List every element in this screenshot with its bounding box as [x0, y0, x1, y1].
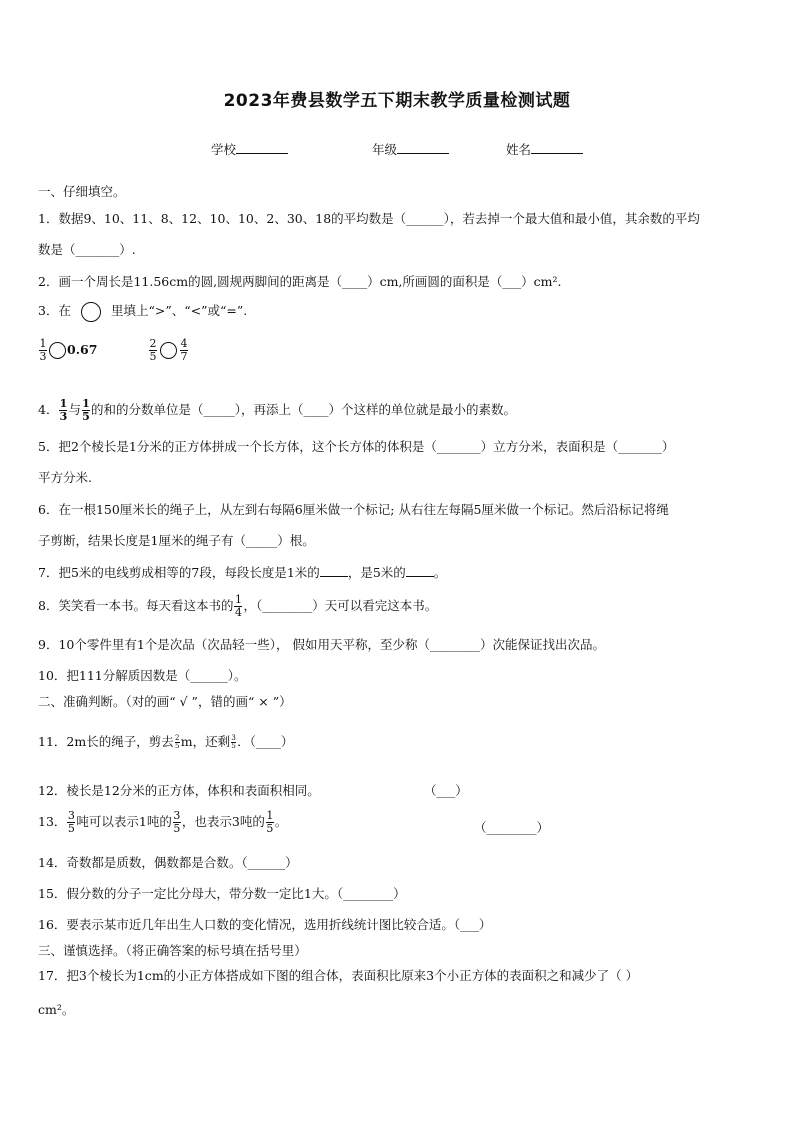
denominator: 7 — [180, 350, 188, 363]
question-13-text-a: 吨可以表示1吨的 — [76, 814, 172, 829]
fraction — [175, 735, 180, 750]
question-17-line-1: 17．把3个棱长为1cm的小正方体搭成如下图的组合体，表面积比原来3个小正方体的表面积之和减少了（ ） — [38, 968, 639, 983]
question-11 — [38, 732, 756, 750]
question-8-text-b: ，（________）天可以看完这本书。 — [243, 598, 438, 613]
fraction — [234, 594, 242, 619]
question-12 — [38, 781, 756, 799]
compare-circle-icon — [160, 342, 177, 359]
denominator: 4 — [234, 606, 242, 619]
numerator: 1 — [234, 593, 242, 606]
question-6-line-1: 6．在一根150厘米长的绳子上，从左到右每隔6厘米做一个标记; 从右往左每隔5厘米做一个标记。然后沿标记将绳 — [38, 502, 669, 517]
numerator: 1 — [59, 397, 68, 410]
question-7-text-c: 。 — [433, 565, 447, 580]
denominator: 5 — [231, 742, 236, 750]
question-6-line-2: 子剪断，结果长度是1厘米的绳子有（_____）根。 — [38, 533, 315, 548]
grade-blank — [397, 141, 449, 154]
question-8-text-a: 8．笑笑看一本书。每天看这本书的 — [38, 598, 234, 613]
question-1-line-1: 1．数据9、10、11、8、12、10、10、2、30、18的平均数是（______），若去掉一个最大值和最小值，其余数的平均 — [38, 211, 700, 226]
numerator: 4 — [180, 337, 188, 350]
denominator: 5 — [149, 350, 157, 363]
question-3-item-2 — [148, 338, 756, 363]
section-3-heading: 三、谨慎选择。（将正确答案的标号填在括号里） — [38, 943, 307, 958]
fraction — [173, 810, 181, 835]
numerator: 1 — [266, 809, 274, 822]
fraction — [149, 338, 157, 363]
answer-blank — [406, 565, 434, 577]
numerator: 3 — [173, 809, 181, 822]
denominator: 5 — [174, 742, 180, 750]
fraction — [266, 810, 274, 835]
question-11-text-c: ．（____） — [237, 734, 294, 749]
name-blank — [531, 141, 583, 154]
denominator: 5 — [173, 822, 181, 835]
question-3-text: 里填上“>”、“<”或“=”. — [110, 303, 248, 318]
section-1-heading: 一、仔细填空。 — [38, 184, 126, 199]
numerator: 3 — [231, 734, 236, 742]
question-5-line-1: 5．把2个棱长是1分米的正方体拼成一个长方体，这个长方体的体积是（_______）立方分米，表面积是（_______） — [38, 439, 675, 454]
question-12-text: 12．棱长是12分米的正方体，体积和表面积相同。 — [38, 783, 320, 798]
school-label: 学校 — [211, 142, 237, 157]
compare-circle-icon — [81, 302, 101, 322]
question-5-line-2: 平方分米. — [38, 470, 92, 485]
question-17-line-2: cm²。 — [38, 1002, 75, 1017]
denominator: 3 — [39, 350, 47, 363]
numerator: 3 — [67, 809, 75, 822]
numerator: 2 — [174, 734, 180, 742]
question-4-text: 的和的分数单位是（_____），再添上（____）个这样的单位就是最小的素数。 — [90, 402, 516, 417]
fraction — [231, 735, 236, 750]
question-4-prefix: 4． — [38, 402, 59, 417]
question-7-text-b: ，是5米的 — [347, 565, 406, 580]
denominator: 5 — [82, 410, 90, 423]
numerator: 2 — [149, 337, 157, 350]
question-14: 14．奇数都是质数，偶数都是合数。（______） — [38, 855, 298, 870]
question-13 — [38, 810, 756, 835]
question-2: 2．画一个周长是11.56cm的圆,圆规两脚间的距离是（____）cm,所画圆的面积是（___）cm². — [38, 274, 562, 289]
fraction — [180, 338, 188, 363]
question-7-text-a: 7．把5米的电线剪成相等的7段，每段长度是1米的 — [38, 565, 320, 580]
section-2-heading: 二、准确判断。（对的画“ √ ”，错的画“ × ”） — [38, 694, 292, 709]
name-field — [506, 140, 583, 158]
question-13-text-c: 。 — [274, 814, 288, 829]
numerator: 1 — [39, 337, 47, 350]
question-1-line-2: 数是（_______）. — [38, 242, 136, 257]
question-8 — [38, 594, 756, 619]
question-3-prefix: 3．在 — [38, 303, 71, 318]
fraction — [82, 398, 90, 423]
question-4-and: 与 — [68, 402, 81, 417]
grade-field — [372, 140, 449, 158]
question-11-text-b: m，还剩 — [180, 734, 231, 749]
question-3 — [38, 301, 756, 322]
question-4 — [38, 398, 756, 423]
denominator: 3 — [59, 410, 68, 423]
school-blank — [236, 141, 288, 154]
denominator: 5 — [266, 822, 274, 835]
denominator: 5 — [67, 822, 75, 835]
answer-blank — [320, 565, 348, 577]
question-10: 10．把111分解质因数是（______）。 — [38, 668, 247, 683]
question-13-answer-paren: （________） — [474, 820, 550, 835]
question-15: 15．假分数的分子一定比分母大，带分数一定比1大。（________） — [38, 886, 406, 901]
question-13-text-b: ，也表示3吨的 — [181, 814, 265, 829]
question-16: 16．要表示某市近几年出生人口数的变化情况，选用折线统计图比较合适。（___） — [38, 917, 492, 932]
fraction — [59, 398, 67, 423]
numerator: 1 — [82, 397, 90, 410]
question-12-answer-paren: （___） — [424, 783, 468, 798]
question-11-text-a: 11．2m长的绳子，剪去 — [38, 734, 174, 749]
compare-circle-icon — [49, 342, 66, 359]
question-13-prefix: 13． — [38, 814, 67, 829]
school-field — [211, 140, 288, 158]
compare-value: 0.67 — [67, 342, 98, 357]
fraction — [39, 338, 47, 363]
question-7 — [38, 563, 756, 581]
page-title: 2023年费县数学五下期末教学质量检测试题 — [223, 91, 571, 111]
grade-label: 年级 — [372, 142, 398, 157]
question-9: 9．10个零件里有1个是次品（次品轻一些）， 假如用天平称，至少称（________）次能保证找出次品。 — [38, 637, 606, 652]
fraction — [67, 810, 75, 835]
name-label: 姓名 — [506, 142, 532, 157]
